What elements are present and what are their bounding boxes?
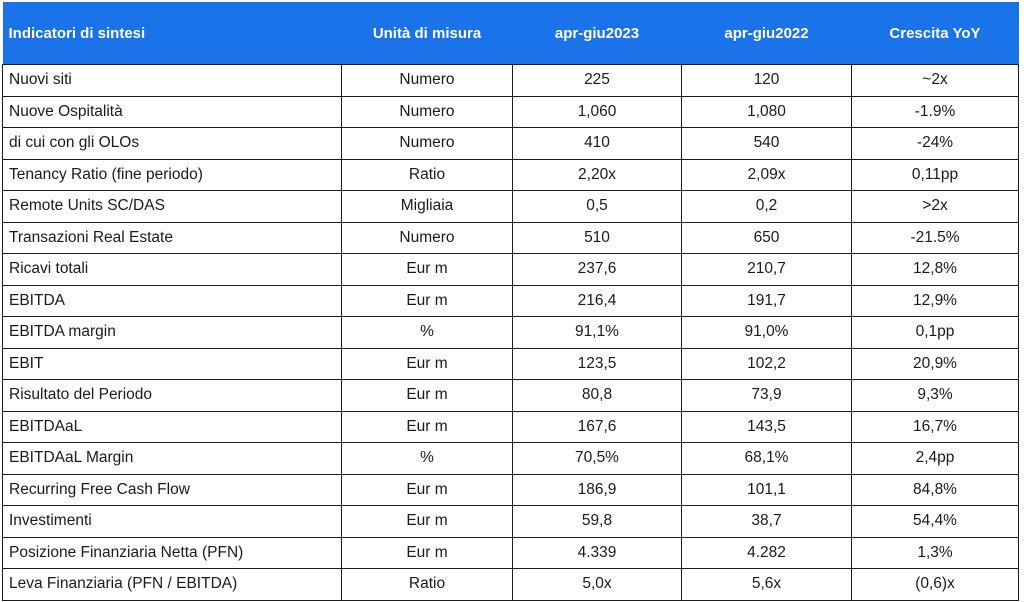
table-row (3, 443, 1019, 475)
cell-unit: % (342, 443, 513, 475)
cell-indicator: EBITDAaL (3, 411, 342, 443)
cell-indicator: Nuovi siti (3, 65, 342, 97)
cell-indicator: EBITDA (3, 285, 342, 317)
cell-indicator: Recurring Free Cash Flow (3, 474, 342, 506)
table-row (3, 191, 1019, 223)
header-period-2022: apr-giu2022 (682, 2, 852, 65)
table-row (3, 128, 1019, 160)
cell-value-2022: 650 (682, 222, 852, 254)
cell-value-2023: 91,1% (513, 317, 682, 349)
table-row (3, 411, 1019, 443)
cell-value-2022: 38,7 (682, 506, 852, 538)
header-unit: Unità di misura (342, 2, 513, 65)
cell-unit: Eur m (342, 254, 513, 286)
cell-indicator: Investimenti (3, 506, 342, 538)
table-row (3, 506, 1019, 538)
cell-value-2022: 143,5 (682, 411, 852, 443)
cell-growth: 16,7% (852, 411, 1019, 443)
header-period-2023: apr-giu2023 (513, 2, 682, 65)
cell-value-2023: 4.339 (513, 537, 682, 569)
cell-value-2023: 410 (513, 128, 682, 160)
cell-growth: 20,9% (852, 348, 1019, 380)
cell-indicator: di cui con gli OLOs (3, 128, 342, 160)
cell-unit: Numero (342, 222, 513, 254)
cell-growth: -21.5% (852, 222, 1019, 254)
cell-value-2023: 1,060 (513, 96, 682, 128)
cell-value-2022: 1,080 (682, 96, 852, 128)
cell-value-2023: 2,20x (513, 159, 682, 191)
cell-value-2023: 225 (513, 65, 682, 97)
cell-unit: Numero (342, 65, 513, 97)
cell-growth: 0,1pp (852, 317, 1019, 349)
cell-growth: 1,3% (852, 537, 1019, 569)
cell-growth: 54,4% (852, 506, 1019, 538)
cell-value-2023: 167,6 (513, 411, 682, 443)
cell-indicator: Transazioni Real Estate (3, 222, 342, 254)
cell-unit: Ratio (342, 159, 513, 191)
table-row (3, 222, 1019, 254)
cell-indicator: Ricavi totali (3, 254, 342, 286)
cell-growth: 12,9% (852, 285, 1019, 317)
cell-value-2023: 59,8 (513, 506, 682, 538)
table-row (3, 380, 1019, 412)
cell-indicator: Posizione Finanziaria Netta (PFN) (3, 537, 342, 569)
cell-growth: -24% (852, 128, 1019, 160)
cell-growth: 0,11pp (852, 159, 1019, 191)
cell-unit: Migliaia (342, 191, 513, 223)
cell-value-2022: 0,2 (682, 191, 852, 223)
cell-growth: 12,8% (852, 254, 1019, 286)
cell-indicator: Tenancy Ratio (fine periodo) (3, 159, 342, 191)
cell-value-2022: 120 (682, 65, 852, 97)
cell-unit: Eur m (342, 348, 513, 380)
table-row (3, 96, 1019, 128)
table-row (3, 474, 1019, 506)
cell-value-2022: 102,2 (682, 348, 852, 380)
cell-value-2023: 186,9 (513, 474, 682, 506)
table-row (3, 159, 1019, 191)
cell-value-2022: 5,6x (682, 569, 852, 601)
cell-growth: ~2x (852, 65, 1019, 97)
header-growth-yoy: Crescita YoY (852, 2, 1019, 65)
cell-indicator: Remote Units SC/DAS (3, 191, 342, 223)
cell-unit: Ratio (342, 569, 513, 601)
cell-value-2022: 191,7 (682, 285, 852, 317)
cell-value-2023: 0,5 (513, 191, 682, 223)
cell-indicator: Leva Finanziaria (PFN / EBITDA) (3, 569, 342, 601)
cell-value-2022: 210,7 (682, 254, 852, 286)
table-row (3, 569, 1019, 601)
cell-value-2022: 540 (682, 128, 852, 160)
cell-indicator: Risultato del Periodo (3, 380, 342, 412)
cell-value-2023: 510 (513, 222, 682, 254)
cell-growth: 2,4pp (852, 443, 1019, 475)
cell-growth: -1.9% (852, 96, 1019, 128)
cell-unit: % (342, 317, 513, 349)
cell-indicator: EBITDA margin (3, 317, 342, 349)
table-row (3, 285, 1019, 317)
cell-value-2023: 216,4 (513, 285, 682, 317)
table-row (3, 254, 1019, 286)
table-row (3, 537, 1019, 569)
cell-unit: Eur m (342, 285, 513, 317)
cell-growth: 9,3% (852, 380, 1019, 412)
table-row (3, 348, 1019, 380)
cell-indicator: EBIT (3, 348, 342, 380)
cell-value-2023: 5,0x (513, 569, 682, 601)
table-body (3, 65, 1019, 601)
table-row (3, 65, 1019, 97)
cell-value-2022: 68,1% (682, 443, 852, 475)
cell-indicator: EBITDAaL Margin (3, 443, 342, 475)
cell-value-2023: 70,5% (513, 443, 682, 475)
cell-value-2022: 2,09x (682, 159, 852, 191)
cell-unit: Eur m (342, 411, 513, 443)
cell-value-2022: 4.282 (682, 537, 852, 569)
table-row (3, 317, 1019, 349)
cell-indicator: Nuove Ospitalità (3, 96, 342, 128)
cell-growth: (0,6)x (852, 569, 1019, 601)
cell-unit: Eur m (342, 537, 513, 569)
cell-value-2023: 80,8 (513, 380, 682, 412)
cell-unit: Eur m (342, 380, 513, 412)
cell-value-2022: 73,9 (682, 380, 852, 412)
kpi-table (2, 2, 1019, 601)
cell-value-2022: 91,0% (682, 317, 852, 349)
cell-growth: 84,8% (852, 474, 1019, 506)
cell-unit: Eur m (342, 474, 513, 506)
cell-unit: Numero (342, 128, 513, 160)
cell-unit: Numero (342, 96, 513, 128)
cell-value-2023: 123,5 (513, 348, 682, 380)
header-indicator: Indicatori di sintesi (3, 2, 342, 65)
cell-value-2023: 237,6 (513, 254, 682, 286)
cell-unit: Eur m (342, 506, 513, 538)
table-header-row (3, 2, 1019, 65)
cell-value-2022: 101,1 (682, 474, 852, 506)
cell-growth: >2x (852, 191, 1019, 223)
